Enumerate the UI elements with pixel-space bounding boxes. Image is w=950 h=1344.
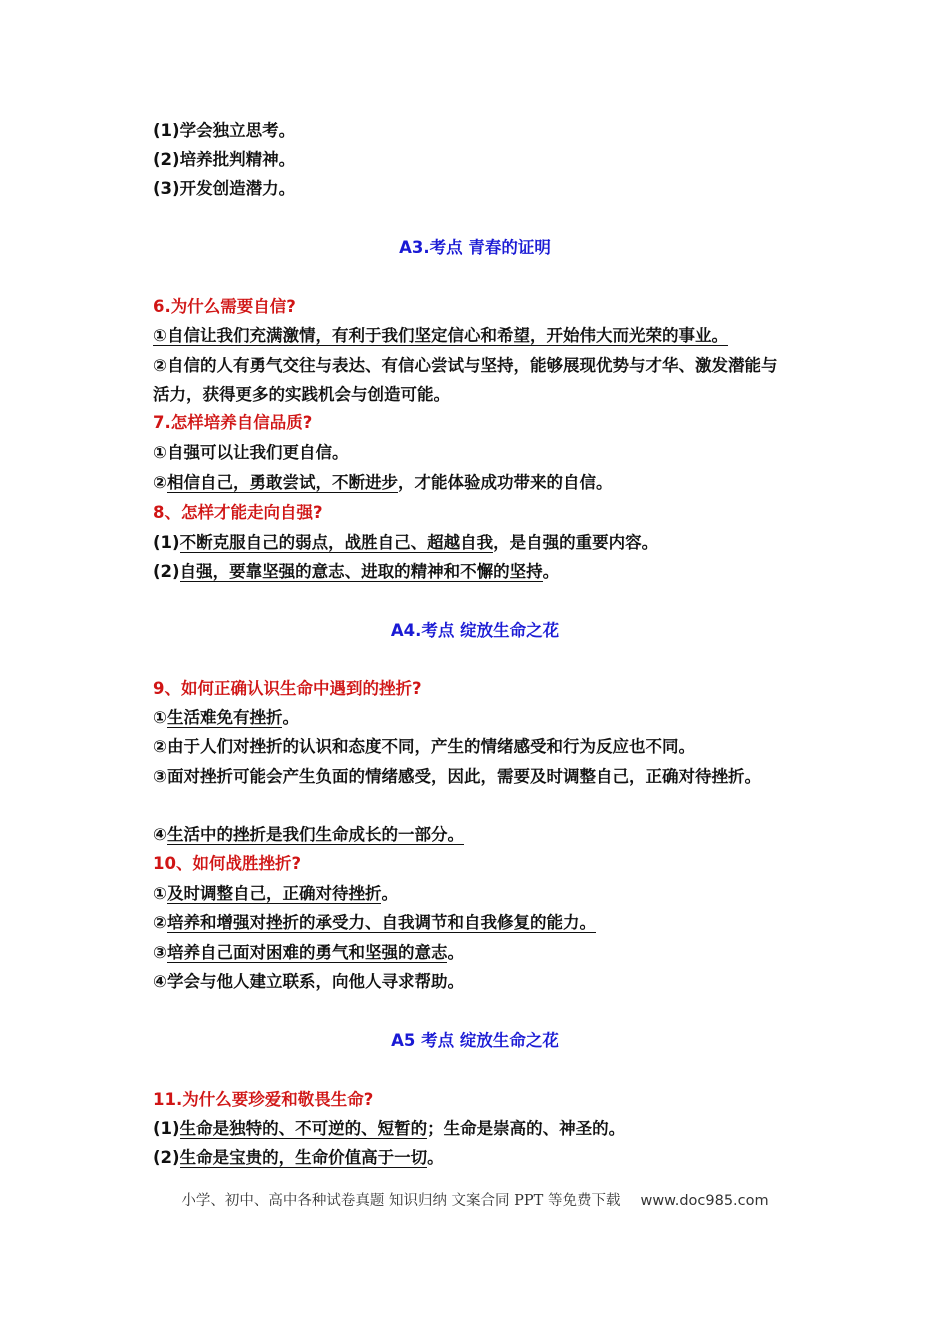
answer-prefix: (2): [153, 1148, 180, 1167]
underlined-text: 不断克服自己的弱点，战胜自己、超越自我: [179, 533, 494, 552]
question-6: 6.为什么需要自信?: [153, 297, 296, 316]
answer-10-1: [153, 883, 793, 905]
question-7: 7.怎样培养自信品质?: [153, 413, 313, 432]
list-item: (1)学会独立思考。: [153, 121, 296, 140]
answer-rest: 。: [381, 884, 398, 903]
footer-text: 小学、初中、高中各种试卷真题 知识归纳 文案合同 PPT 等免费下载: [181, 1193, 621, 1209]
answer-prefix: ④: [153, 825, 167, 844]
underlined-text: 生活中的挫折是我们生命成长的一部分。: [166, 825, 464, 844]
answer-prefix: (1): [153, 533, 180, 552]
answer-7-1: ①自强可以让我们更自信。: [153, 443, 349, 462]
answer-8-1: [153, 532, 793, 554]
section-heading-a4: A4.考点 绽放生命之花: [390, 621, 560, 640]
answer-rest: 。: [542, 562, 560, 581]
section-heading-a5: A5 考点 绽放生命之花: [391, 1031, 559, 1050]
answer-10-2: [153, 912, 793, 934]
underlined-text: 培养自己面对困难的勇气和坚强的意志: [166, 943, 448, 962]
underlined-text: 生命是宝贵的，生命价值高于一切: [179, 1148, 428, 1167]
answer-prefix: ②: [153, 913, 167, 932]
answer-10-3: [153, 942, 793, 964]
answer-7-2: [153, 472, 793, 494]
question-11: 11.为什么要珍爱和敬畏生命?: [153, 1090, 374, 1109]
underlined-text: 相信自己，勇敢尝试，不断进步: [166, 473, 398, 492]
question-9: 9、如何正确认识生命中遇到的挫折?: [153, 679, 422, 698]
answer-rest: ；生命是崇高的、神圣的。: [427, 1119, 626, 1138]
answer-rest: ，才能体验成功带来的自信。: [397, 473, 613, 492]
answer-rest: 。: [427, 1148, 444, 1167]
answer-9-3: ③面对挫折可能会产生负面的情绪感受，因此，需要及时调整自己，正确对待挫折。: [153, 767, 761, 786]
answer-11-1: [153, 1118, 793, 1140]
list-item: (2)培养批判精神。: [153, 150, 296, 169]
list-item: (3)开发创造潜力。: [153, 179, 296, 198]
answer-prefix: ②: [153, 473, 167, 492]
answer-rest: ，是自强的重要内容。: [493, 533, 659, 552]
answer-9-4: [153, 824, 793, 846]
answer-8-2: [153, 561, 793, 583]
answer-prefix: ③: [153, 943, 167, 962]
answer-prefix: (1): [153, 1119, 180, 1138]
question-8: 8、怎样才能走向自强?: [153, 503, 323, 522]
answer-6-1: [153, 325, 793, 347]
answer-rest: 。: [447, 943, 464, 962]
answer-prefix: (2): [153, 562, 180, 581]
underlined-text: 自强，要靠坚强的意志、进取的精神和不懈的坚持: [179, 562, 543, 581]
answer-9-1: [153, 707, 793, 729]
underlined-text: 及时调整自己，正确对待挫折: [166, 884, 382, 903]
footer-site-link[interactable]: www.doc985.com: [640, 1193, 769, 1209]
answer-rest: 。: [282, 708, 299, 727]
answer-9-2: ②由于人们对挫折的认识和态度不同，产生的情绪感受和行为反应也不同。: [153, 737, 695, 756]
underlined-text: 培养和增强对挫折的承受力、自我调节和自我修复的能力。: [166, 913, 596, 932]
question-10: 10、如何战胜挫折?: [153, 854, 302, 873]
underlined-text: ①自信让我们充满激情，有利于我们坚定信心和希望，开始伟大而光荣的事业。: [153, 326, 728, 345]
answer-prefix: ①: [153, 884, 167, 903]
answer-prefix: ①: [153, 708, 167, 727]
underlined-text: 生命是独特的、不可逆的、短暂的: [179, 1119, 428, 1138]
page-footer: [0, 1190, 950, 1212]
underlined-text: 生活难免有挫折: [166, 708, 283, 727]
section-heading-a3: A3.考点 青春的证明: [399, 238, 551, 257]
answer-6-2: ②自信的人有勇气交往与表达、有信心尝试与坚持，能够展现优势与才华、激发潜能与活力，获得更多的实践机会与创造可能。: [153, 356, 778, 404]
answer-10-4: ④学会与他人建立联系，向他人寻求帮助。: [153, 972, 464, 991]
answer-11-2: [153, 1147, 793, 1169]
